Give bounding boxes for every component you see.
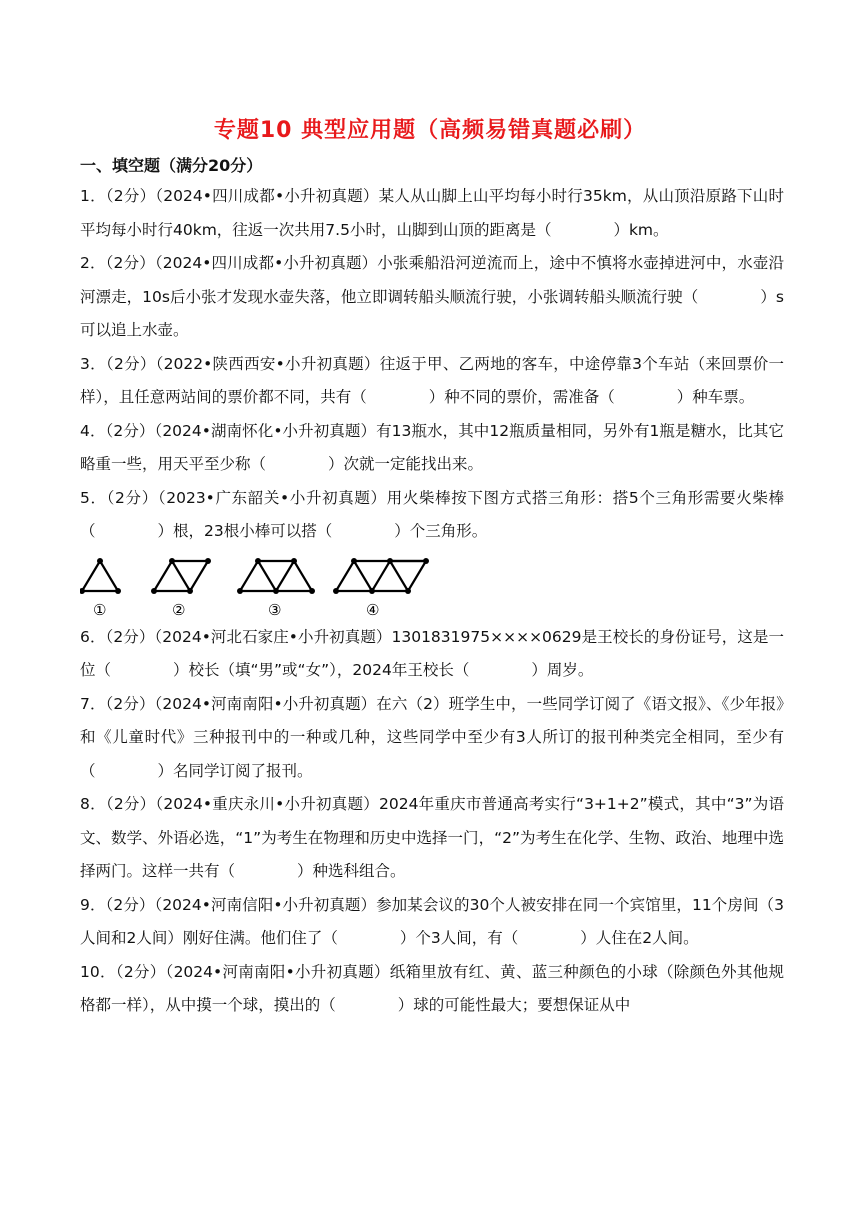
question-2: 2．（2分）（2024•四川成都•小升初真题）小张乘船沿河逆流而上，途中不慎将水壶掉进河中，水壶沿河漂走，10s后小张才发现水壶失落，他立即调转船头顺流行驶，小张调转船头顺流行驶（ ）s可以追上水壶。 xyxy=(80,254,784,339)
question-7: 7．（2分）（2024•河南南阳•小升初真题）在六（2）班学生中，一些同学订阅了《语文报》、《少年报》和《儿童时代》三种报刊中的一种或几种，这些同学中至少有3人所订的报刊种类完全相同，至少有（ ）名同学订阅了报刊。 xyxy=(80,694,784,780)
question-3: 3．（2分）（2022•陕西西安•小升初真题）往返于甲、乙两地的客车，中途停靠3个车站（来回票价一样），且任意两站间的票价都不同，共有（ ）种不同的票价，需准备（ ）种车票。 xyxy=(80,354,784,406)
question-6: 6．（2分）（2024•河北石家庄•小升初真题）1301831975××××0629是王校长的身份证号，这是一位（ ）校长（填“男”或“女”），2024年王校长（ ）周岁。 xyxy=(80,627,784,679)
figure-label-2: ② xyxy=(172,600,186,619)
triangle-shape-3 xyxy=(240,561,312,591)
matchstick-triangles-figure xyxy=(80,549,784,621)
question-10: 10．（2分）（2024•河南南阳•小升初真题）纸箱里放有红、黄、蓝三种颜色的小球（除颜色外其他规格都一样），从中摸一个球，摸出的（ ）球的可能性最大；要想保证从中 xyxy=(80,962,784,1014)
section-title: 一、填空题（满分20分） xyxy=(80,156,263,175)
triangle-shape-1 xyxy=(82,561,118,591)
question-4: 4．（2分）（2024•湖南怀化•小升初真题）有13瓶水，其中12瓶质量相同，另外有1瓶是糖水，比其它略重一些，用天平至少称（ ）次就一定能找出来。 xyxy=(80,421,784,473)
figure-label-1: ① xyxy=(93,600,107,619)
question-5: 5．（2分）（2023•广东韶关•小升初真题）用火柴棒按下图方式搭三角形：搭5个三角形需要火柴棒（ ）根，23根小棒可以搭（ ）个三角形。 xyxy=(80,488,784,540)
question-8: 8．（2分）（2024•重庆永川•小升初真题）2024年重庆市普通高考实行“3+1+2”模式，其中“3”为语文、数学、外语必选，“1”为考生在物理和历史中选择一门，“2”为考生在化学、生物、政治、地理中选择两门。这样一共有（ ）种选科组合。 xyxy=(80,795,784,880)
question-1: 1．（2分）（2024•四川成都•小升初真题）某人从山脚上山平均每小时行35km，从山顶沿原路下山时平均每小时行40km，往返一次共用7.5小时，山脚到山顶的距离是（ ）km。 xyxy=(80,187,784,239)
triangles-diagram xyxy=(80,549,480,621)
question-9: 9．（2分）（2024•河南信阳•小升初真题）参加某会议的30个人被安排在同一个宾馆里，11个房间（3人间和2人间）刚好住满。他们住了（ ）个3人间，有（ ）人住在2人间。 xyxy=(80,895,784,947)
question-list xyxy=(80,180,784,1023)
page-title: 专题10 典型应用题（高频易错真题必刷） xyxy=(213,118,647,143)
figure-label-3: ③ xyxy=(268,600,282,619)
figure-label-4: ④ xyxy=(366,600,380,619)
